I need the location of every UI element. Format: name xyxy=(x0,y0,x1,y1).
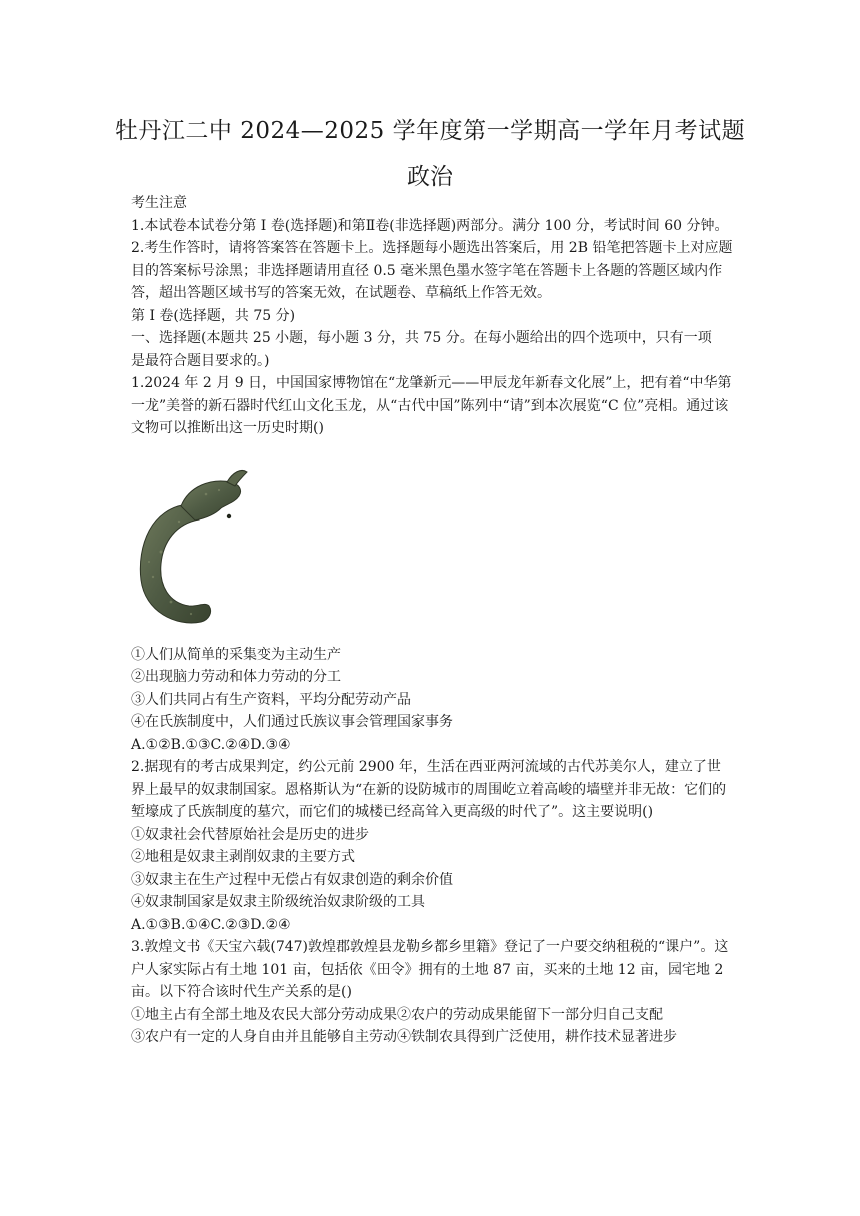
question-2-statement-2: ②地租是奴隶主剥削奴隶的主要方式 xyxy=(131,849,355,865)
question-1-statement-2: ②出现脑力劳动和体力劳动的分工 xyxy=(131,669,341,685)
subject-title: 政治 xyxy=(407,164,453,190)
question-2-statement-4: ④奴隶制国家是奴隶主阶级统治奴隶阶级的工具 xyxy=(131,894,425,910)
question-1-statement-4: ④在氏族制度中，人们通过氏族议事会管理国家事务 xyxy=(131,714,453,730)
question-2-statement-1: ①奴隶社会代替原始社会是历史的进步 xyxy=(131,826,369,843)
question-1-statement-3: ③人们共同占有生产资料，平均分配劳动产品 xyxy=(131,691,411,708)
question-2-statement-3: ③奴隶主在生产过程中无偿占有奴隶创造的剩余价值 xyxy=(131,871,453,888)
notice-item-1: 1.本试卷本试卷分第 I 卷(选择题)和第Ⅱ卷(非选择题)两部分。满分 100 分，考试时间 60 分钟。 xyxy=(131,217,729,234)
exam-title: 牡丹江二中 2024—2025 学年度第一学期高一学年月考试题 xyxy=(114,118,746,144)
question-2-stem: 2.据现有的考古成果判定，约公元前 2900 年，生活在西亚两河流域的古代苏美尔人，建立了世界上最早的奴隶制国家。恩格斯认为“在新的设防城市的周围屹立着高峻的墙壁并非无故：它们的堑壕成了氏族制度的墓穴，而它们的城楼已经高耸入更高级的时代了”。这主要说明() xyxy=(131,759,727,820)
question-2-options: A.①③B.①④C.②③D.②④ xyxy=(131,916,291,933)
jade-dragon-image xyxy=(131,462,251,632)
question-3-statement-line-1: ①地主占有全部土地及农民大部分劳动成果②农户的劳动成果能留下一部分归自己支配 xyxy=(131,1006,663,1023)
notice-item-2: 2.考生作答时，请将答案答在答题卡上。选择题每小题选出答案后，用 2B 铅笔把答题卡上对应题目的答案标号涂黑；非选择题请用直径 0.5 毫米黑色墨水签字笔在答题卡上各题的答题区域内作答，超出答题区域书写的答案无效，在试题卷、草稿纸上作答无效。 xyxy=(131,240,733,301)
question-3-statement-line-2: ③农户有一定的人身自由并且能够自主劳动④铁制农具得到广泛使用，耕作技术显著进步 xyxy=(131,1029,677,1045)
question-3-stem: 3.敦煌文书《天宝六载(747)敦煌郡敦煌县龙勒乡都乡里籍》登记了一户要交纳租税的“课户”。这户人家实际占有土地 101 亩，包括依《田令》拥有的土地 87 亩，买来的土地 12 亩，园宅地 2 亩。以下符合该时代生产关系的是() xyxy=(131,939,729,1000)
section-instructions: 一、选择题(本题共 25 小题，每小题 3 分，共 75 分。在每小题给出的四个选项中，只有一项是最符合题目要求的。) xyxy=(131,330,712,369)
volume-heading: 第 I 卷(选择题，共 75 分) xyxy=(131,307,296,324)
exam-body xyxy=(131,192,733,1049)
notice-heading: 考生注意 xyxy=(131,195,187,211)
question-1-options: A.①②B.①③C.②④D.③④ xyxy=(131,736,291,753)
question-1-stem: 1.2024 年 2 月 9 日，中国国家博物馆在“龙肇新元——甲辰龙年新春文化展”上，把有着“中华第一龙”美誉的新石器时代红山文化玉龙，从“古代中国”陈列中“请”到本次展览“C 位”亮相。通过该文物可以推断出这一历史时期() xyxy=(131,375,732,436)
question-1-statement-1: ①人们从简单的采集变为主动生产 xyxy=(131,646,341,663)
